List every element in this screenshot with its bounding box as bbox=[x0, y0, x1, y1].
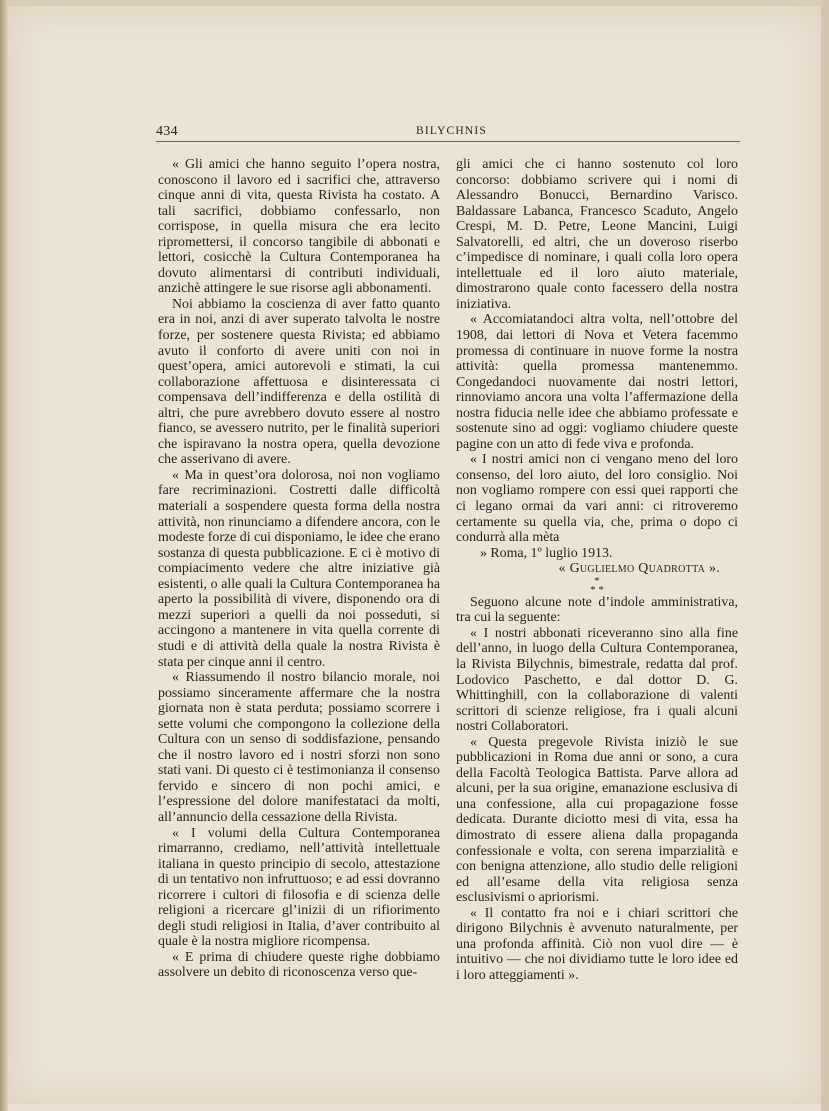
asterism-bottom: * * bbox=[590, 583, 604, 596]
paragraph: « E prima di chiudere queste righe dobbiamo assolvere un debito di riconoscenza verso que- bbox=[158, 949, 440, 981]
asterism-top: * bbox=[594, 574, 600, 587]
running-title: BILYCHNIS bbox=[416, 125, 487, 137]
right-column bbox=[456, 157, 738, 983]
paragraph: « I volumi della Cultura Contemporanea rimarranno, crediamo, nell’attività intellettuale italiana in questo principio di secolo, attestazione di un tentativo non infruttuoso; e ad essi dovranno ricorrere i cultori di filosofia e di scienza delle religioni a ricercare gl’inizii di un rifiorimento degli studi religiosi in Italia, d’aver contribuito al quale è la nostra migliore ricompensa. bbox=[158, 825, 440, 950]
page-right-edge bbox=[821, 0, 829, 1111]
paragraph: « I nostri abbonati riceveranno sino alla fine dell’anno, in luogo della Cultura Contemporanea, la Rivista Bilychnis, bimestrale, redatta dal prof. Lodovico Paschetto, e dal dottor D. G. Whittinghill, con la collaborazione di valenti scrittori di scienze religiose, fra i quali alcuni nostri Collaboratori. bbox=[456, 625, 738, 735]
page-number: 434 bbox=[156, 124, 178, 139]
paragraph: « Accomiatandoci altra volta, nell’ottobre del 1908, dai lettori di Nova et Vetera facemmo promessa di continuare in nuove forme la nostra attività: quella promessa mantenemmo. Congedandoci nuovamente dai nostri lettori, rinnoviamo ancora una volta l’affermazione della nostra fiducia nelle idee che abbiamo professate e sostenute sino ad oggi: vogliamo chiudere queste pagine con un atto di fede viva e profonda. bbox=[456, 312, 738, 452]
paragraph: « Gli amici che hanno seguito l’opera nostra, conoscono il lavoro ed i sacrifici che, attraverso cinque anni di vita, questa Rivista ha costato. A tali sacrifici, dobbiamo confessarlo, non corrispose, in quella misura che era lecito ripromettersi, il concorso tangibile di abbonati e lettori, cosicchè la Cultura Contemporanea ha dovuto alimentarsi di contributi individuali, anzichè attingere le sue risorse agli abbonamenti. bbox=[158, 157, 440, 297]
date-line: » Roma, 1º luglio 1913. bbox=[480, 545, 613, 561]
paragraph: « I nostri amici non ci vengano meno del loro consenso, del loro aiuto, del loro consiglio. Noi non vogliamo rompere con essi quei rapporti che ci legano ormai da vari anni: ci ritroveremo certamente su quella via, che, prima o dopo ci condurrà alla mèta bbox=[456, 452, 738, 546]
paragraph: Seguono alcune note d’indole amministrativa, tra cui la seguente: bbox=[456, 594, 738, 626]
paragraph: « Ma in quest’ora dolorosa, noi non vogliamo fare recriminazioni. Costretti dalle difficoltà materiali a sospendere questa forma della nostra attività, non rinunciamo a difendere ancora, con le modeste forze di cui disponiamo, le idee che erano sostanza di questa pubblicazione. E ci è motivo di compiacimento vedere che altre iniziative già esistenti, o alle quali la Cultura Contemporanea ha aperto la possibilità di vivere, disponendo ora di mezzi superiori a quelli da noi posseduti, si accingono a mantenere in vita quella corrente di studi e di attività della quale la nostra Rivista è stata per cinque anni il centro. bbox=[158, 467, 440, 670]
asterism bbox=[456, 574, 738, 596]
paragraph: Noi abbiamo la coscienza di aver fatto quanto era in noi, anzi di aver superato talvolta le nostre forze, per sostenere questa Rivista; ed abbiamo avuto il conforto di avere uniti con noi in quest’opera, amici autorevoli e stimati, la cui collaborazione affettuosa e disinteressata ci compensava dell’indifferenza e della ostilità di altri, che pure avrebbero dovuto essere al nostro fianco, se avessero nutrito, per le finalità superiori che ispiravano la nostra opera, quella devozione che asserivano di avere. bbox=[158, 296, 440, 468]
left-column bbox=[158, 157, 440, 981]
binding-shadow bbox=[0, 0, 8, 1111]
paragraph: « Questa pregevole Rivista iniziò le sue pubblicazioni in Roma due anni or sono, a cura della Facoltà Teologica Battista. Parve allora ad alcuni, per la sua origine, emanazione esclusiva di una confessione, alla cui propagazione fosse dedicata. Durante diciotto mesi di vita, essa ha dimostrato di essere aliena dalla propaganda confessionale e volta, con serena imparzialità e con benigna attenzione, allo studio delle religioni ed all’esame della vita religiosa senza esclusivismi o apriorismi. bbox=[456, 734, 738, 906]
page-header bbox=[156, 124, 740, 140]
signature: « Guglielmo Quadrotta ». bbox=[558, 561, 720, 577]
paragraph: « Il contatto fra noi e i chiari scrittori che dirigono Bilychnis è avvenuto naturalmente, per una profonda affinità. Ciò non vuol dire — è intuitivo — che noi dividiamo tutte le loro idee ed i loro atteggiamenti ». bbox=[456, 905, 738, 983]
header-rule bbox=[156, 141, 740, 142]
paragraph: « Riassumendo il nostro bilancio morale, noi possiamo sinceramente affermare che la nostra giornata non è stata perduta; possiamo scorrere i sette volumi che compongono la collezione della Cultura con un senso di soddisfazione, pensando che il nostro lavoro ed i nostri sforzi non sono stati vani. Di questo ci è testimonianza il consenso fervido e sincero di non pochi amici, e l’espressione del dolore manifestataci da molti, all’annuncio della cessazione della Rivista. bbox=[158, 670, 440, 825]
paragraph: gli amici che ci hanno sostenuto col loro concorso: dobbiamo scrivere qui i nomi di Alessandro Bonucci, Bernardino Varisco. Baldassare Labanca, Francesco Scaduto, Angelo Crespi, M. D. Petre, Leone Mancini, Luigi Salvatorelli, ed altri, che un doveroso riserbo c’impedisce di nominare, i quali colla loro opera intellettuale ed il loro aiuto materiale, dimostrarono quale conto facessero della nostra iniziativa. bbox=[456, 157, 738, 312]
